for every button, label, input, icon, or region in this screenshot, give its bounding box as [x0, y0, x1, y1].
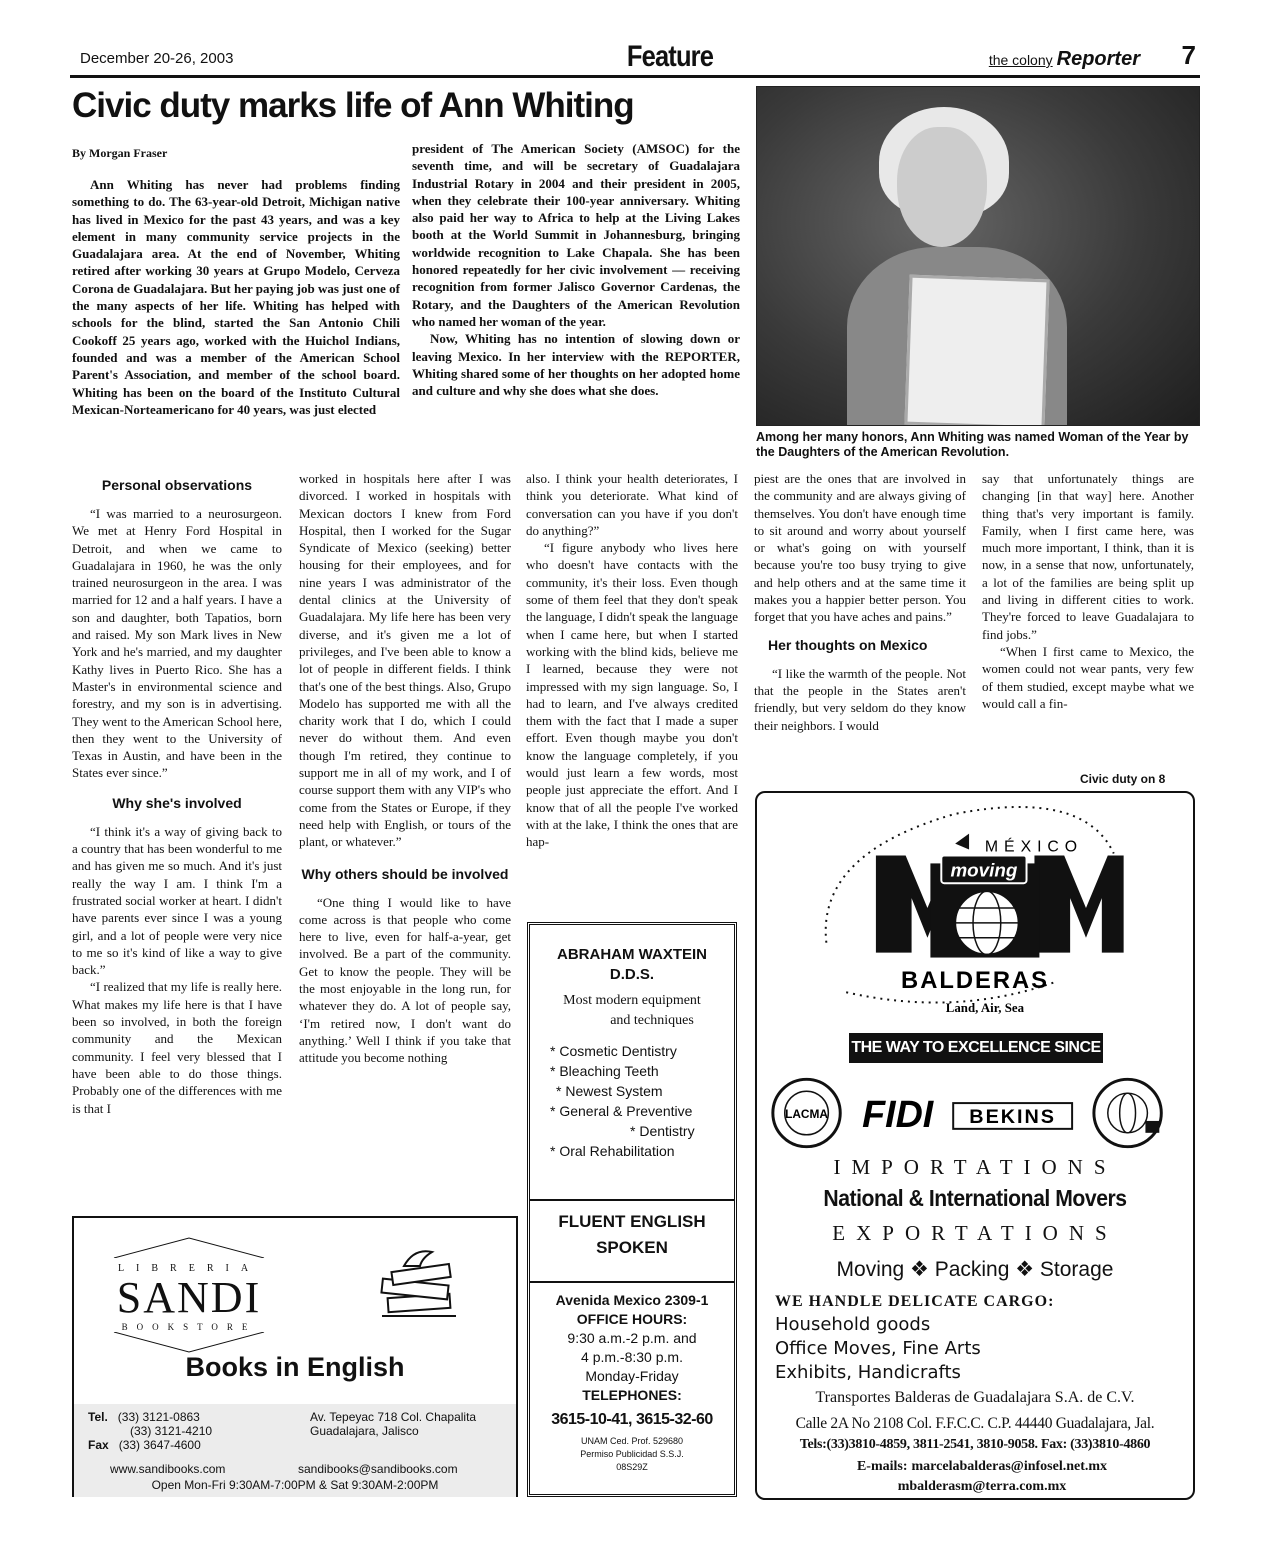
books-stack-icon [374, 1244, 464, 1324]
col2-paragraph: worked in hospitals here after I was divorced. I worked in hospitals with Mexican doctors I knew from Ford Hospital, then I worked for the Sugar Syndicate of Mexico (seeking) better housing for their employees, and for nine years I was administrator of the dental clinics at the University of Guadalajara. My life here has been very diverse, and it's given me a lot of privileges, and I've been able to know a lot of people in different fields. I think that's one of the best things. Also, Grupo Modelo has supported me with all the charity work that I do, which I could never do without them. And even though I'm retired, they continue to support me in all of my work, and I of course support them with any VIP's who come from the States or Europe, if they need help with English, or tours of the plant, or whatever.” [299, 471, 511, 850]
subhead-thoughts: Her thoughts on Mexico [768, 636, 928, 653]
dentist-name: ABRAHAM WAXTEIN [557, 946, 707, 963]
mexico-text: MÉXICO [984, 838, 1084, 856]
sandi-address-1: Av. Tepeyac 718 Col. Chapalita [310, 1410, 477, 1424]
others-paragraph: “One thing I would like to have come across is that people who come here to live, even for half-a-year, get involved. Be a part of the community. Get to know the people. They will be the most enjoyable in the long run, for whatever they do. A lot of people say, ‘I'm retired now, I don't want do anything.’ Well I think if you take that attitude you become nothing [299, 894, 511, 1066]
dentist-hours-label: OFFICE HOURS: [576, 1311, 688, 1327]
intro-column-1 [72, 176, 400, 418]
fidi-logo: FIDI [862, 1092, 934, 1135]
sandi-libreria: LIBRERIA [117, 1263, 261, 1274]
movers-importations: IMPORTATIONS [833, 1155, 1117, 1179]
sandi-address [310, 1410, 476, 1438]
intro-column-2 [412, 140, 740, 399]
sandi-tel-2: (33) 3121-4210 [130, 1424, 213, 1438]
service-item: * Cosmetic Dentistry [550, 1041, 728, 1061]
movers-goods-3: Exhibits, Handicrafts [775, 1362, 961, 1383]
dentist-divider [530, 1199, 734, 1201]
body-column-3 [526, 470, 738, 851]
dentist-services [536, 1041, 728, 1161]
service-item: * Bleaching Teeth [550, 1061, 728, 1081]
movers-goods-2: Office Moves, Fine Arts [775, 1338, 981, 1359]
movers-services: Moving ❖ Packing ❖ Storage [836, 1258, 1114, 1281]
movers-goods [775, 1313, 981, 1385]
service-item: * Oral Rehabilitation [550, 1141, 728, 1161]
article-byline: By Morgan Fraser [72, 146, 168, 160]
section-title: Feature [626, 40, 714, 73]
lacma-logo: LACMA [785, 1106, 828, 1121]
sandi-name: SANDI [116, 1273, 262, 1322]
sandi-hours: Open Mon-Fri 9:30AM-7:00PM & Sat 9:30AM-2:00PM [151, 1478, 439, 1492]
body-column-4 [754, 470, 966, 734]
service-item [550, 1081, 728, 1101]
dentist-license-3: 08S29Z [616, 1462, 648, 1472]
dentist-phones: 3615-10-41, 3615-32-60 [551, 1411, 713, 1428]
dentist-address: Avenida Mexico 2309-1 [555, 1292, 709, 1308]
movers-address: Calle 2A No 2108 Col. F.F.C.C. C.P. 44440 Guadalajara, Jal. [795, 1415, 1155, 1432]
body-column-5 [982, 470, 1194, 712]
association-logos [757, 1073, 1193, 1153]
sandi-logo [94, 1236, 284, 1359]
article-headline: Civic duty marks life of Ann Whiting [72, 86, 634, 125]
ad-movers [755, 791, 1195, 1500]
thoughts-paragraph: “I like the warmth of the people. Not that the people in the States aren't friendly, but very seldom do they know their neighbors. I would [754, 665, 966, 733]
sandi-email: sandibooks@sandibooks.com [298, 1462, 458, 1476]
sandi-fax: (33) 3647-4600 [118, 1438, 201, 1452]
movers-cargo: WE HANDLE DELICATE CARGO: [775, 1293, 1055, 1310]
photo-certificate [904, 275, 1049, 426]
balderas-logo [757, 793, 1193, 1023]
sandi-fax-label: Fax [88, 1438, 109, 1452]
dentist-line-1: Most modern equipment [563, 993, 701, 1008]
sandi-address-2: Guadalajara, Jalisco [310, 1424, 419, 1438]
movers-phones: Tels:(33)3810-4859, 3811-2541, 3810-9058. Fax: (33)3810-4860 [799, 1437, 1151, 1452]
dentist-hours-1: 9:30 a.m.-2 p.m. and [567, 1330, 697, 1346]
land-air-sea-text: Land, Air, Sea [945, 1001, 1025, 1016]
col3-paragraph-1: also. I think your health deteriorates, I think you deteriorate. What kind of conversation can you have if you don't do anything?” [526, 471, 738, 538]
ad-dentist [527, 922, 737, 1497]
body-column-1 [72, 470, 282, 1117]
movers-company: Transportes Balderas de Guadalajara S.A. de C.V. [815, 1389, 1135, 1406]
service-item-text: Newest System [565, 1083, 663, 1099]
intro-paragraph-2: Now, Whiting has no intention of slowing down or leaving Mexico. In her interview with the REPORTER, Whiting shared some of her thoughts on her adopted home and culture and why she does what she does. [412, 331, 740, 399]
subhead-personal: Personal observations [101, 477, 253, 493]
movers-exportations: EXPORTATIONS [832, 1221, 1118, 1245]
movers-goods-1: Household goods [775, 1314, 931, 1335]
photo-caption: Among her many honors, Ann Whiting was named Woman of the Year by the Daughters of the American Revolution. [756, 430, 1189, 459]
subhead-why-involved: Why she's involved [112, 794, 242, 811]
paper-logo-name: Reporter [1056, 48, 1140, 70]
portrait-photo [756, 86, 1200, 426]
movers-email-1: marcelabalderas@infosel.net.mx [911, 1459, 1108, 1474]
moving-text: moving [950, 859, 1018, 881]
sandi-tagline: Books in English [185, 1352, 405, 1382]
col5-paragraph-2: “When I first came to Mexico, the women could not wear pants, very few of them studied, except maybe what we would call a fin- [982, 643, 1194, 711]
masthead [70, 40, 1200, 78]
col4-paragraph: piest are the ones that are involved in the community and are always giving of themselves. You don't have enough time to sit around and worry about yourself or what's going on with yourself because you're too busy trying to give and help others and at the same time it makes you a happier better person. You forget that you have aches and pains.” [754, 471, 966, 625]
dentist-fluent: FLUENT ENGLISH SPOKEN [558, 1212, 706, 1257]
sandi-logo-top-ornament [94, 1236, 284, 1258]
dentist-days: Monday-Friday [585, 1368, 679, 1384]
personal-paragraph: “I was married to a neurosurgeon. We met at Henry Ford Hospital in Detroit, and when we came to Guadalajara in 1960, he was the only trained neurosurgeon in the area. I was married for 12 and a half years. I have a son and daughter, both Tapatios, born and raised. My son Mark lives in New York and he's married, and my daughter Kathy lives in Puerto Rico. She has a Master's in environmental science and forestry, and my son is in advertising. They went to the American School here, then they went to the University of Texas in Austin, and have been in the States ever since.” [72, 506, 282, 781]
movers-email-2: mbalderasm@terra.com.mx [897, 1479, 1067, 1494]
bekins-logo: BEKINS [969, 1105, 1057, 1128]
movers-email-label: E-mails: [856, 1459, 908, 1474]
movers-slogan: THE WAY TO EXCELLENCE SINCE 1950 [849, 1033, 1103, 1063]
movers-emails [767, 1457, 1197, 1497]
dentist-line-2: and techniques [610, 1013, 694, 1028]
col5-paragraph-1: say that unfortunately things are changing [in that way] here. Another thing that's very important is family. Family, when I first came here, was much more important, I think, than it is now, in a sense that now, unfortunately, a lot of the families are being split up and living in different cities to work. They're forced to leave Guadalajara to find jobs.” [982, 471, 1194, 642]
sandi-phones [88, 1410, 212, 1452]
dentist-divider [530, 1281, 734, 1283]
service-item-text: Dentistry [639, 1123, 695, 1139]
dentist-license-2: Permiso Publicidad S.S.J. [580, 1449, 684, 1459]
sandi-tel-label: Tel. [88, 1410, 108, 1424]
sandi-contact-block [74, 1404, 516, 1497]
involved-paragraph-1: “I think it's a way of giving back to a country that has been wonderful to me and has given me so much. And it's just really the way I am. I think I'm a frustrated social worker at heart. I didn't have parents ever since I was a young girl, and a lot of people were very nice to me so it's kind of like a way to give back.” [72, 823, 282, 978]
dentist-license-1: UNAM Ced. Prof. 529680 [580, 1436, 684, 1446]
ad-bookstore [72, 1216, 518, 1497]
photo-figure-face [897, 127, 987, 247]
sandi-tel-1: (33) 3121-0863 [117, 1410, 200, 1424]
dentist-degree: D.D.S. [609, 966, 655, 983]
body-column-2 [299, 470, 511, 1067]
sandi-logo-bottom-ornament [94, 1332, 284, 1354]
intro-paragraph-1-cont: president of The American Society (AMSOC) for the seventh time, and will be secretary of Guadalajara Industrial Rotary in 2004 and their president in 2005, when they celebrate their 100-year anniversary. Whiting also paid her way to Africa to help at the Living Lakes booth at the World Summit in Johannesburg, bringing worldwide recognition to Lake Chapala. She has been honored repeatedly for her civic involvement — receiving recognition from former Jalisco Governor Cardenas, the Rotary, and the Daughters of the American Revolution who named her woman of the year. [412, 141, 740, 329]
page-number: 7 [1181, 40, 1196, 70]
involved-paragraph-2: “I realized that my life is really here. What makes my life here is that I have been so involved, in both the foreign community and the Mexican community. I feel very blessed that I have been able to do those things. Probably one of the differences with me is that I [72, 979, 282, 1116]
continued-jump-line: Civic duty on 8 [1080, 772, 1166, 786]
issue-date: December 20-26, 2003 [80, 50, 234, 67]
balderas-text: BALDERAS [901, 967, 1049, 995]
col3-paragraph-2: “I figure anybody who lives here who doesn't have contacts with the community, it's their loss. Even though some of them feel that they don't speak the language, I didn't speak the language when I came here, but when I started working with the blind kids, believe me I learned, because they were not impressed with my sign language. So, I had to learn, and I've always credited them with the fact that I made a super effort. Even though maybe you don't know the language completely, if you would just learn a few words, most people just appreciate the effort. And I know that of all the people I've worked with at the lake, I think the ones that are hap- [526, 540, 738, 850]
service-item [550, 1121, 728, 1141]
sandi-bookstore: BOOKSTORE [121, 1322, 257, 1332]
intro-paragraph-1: Ann Whiting has never had problems finding something to do. The 63-year-old Detroit, Michigan native has lived in Mexico for the past 43 years, and was a key element in many community service projects in the Guadalajara area. At the end of November, Whiting retired after working 30 years at Grupo Modelo, Cerveza Corona de Guadalajara. But her paying job was just one of the many aspects of her life. Whiting has helped with schools for the blind, started the San Antonio Chili Cookoff 25 years ago, worked with the Huichol Indians, founded and was a member of the American School Parent's Association, and member of the school board. Whiting has been on the board of the Instituto Cultural Mexican-Norteamericano for 40 years, was just elected [72, 177, 400, 417]
movers-national: National & International Movers [823, 1185, 1127, 1211]
dentist-hours-2: 4 p.m.-8:30 p.m. [581, 1349, 683, 1365]
paper-logo-small: the colony [988, 52, 1053, 68]
service-item: * General & Preventive [550, 1101, 728, 1121]
subhead-why-others: Why others should be involved [301, 865, 509, 882]
dentist-tel-label: TELEPHONES: [582, 1387, 682, 1403]
paper-logo [989, 48, 1140, 71]
sandi-website: www.sandibooks.com [110, 1462, 226, 1476]
